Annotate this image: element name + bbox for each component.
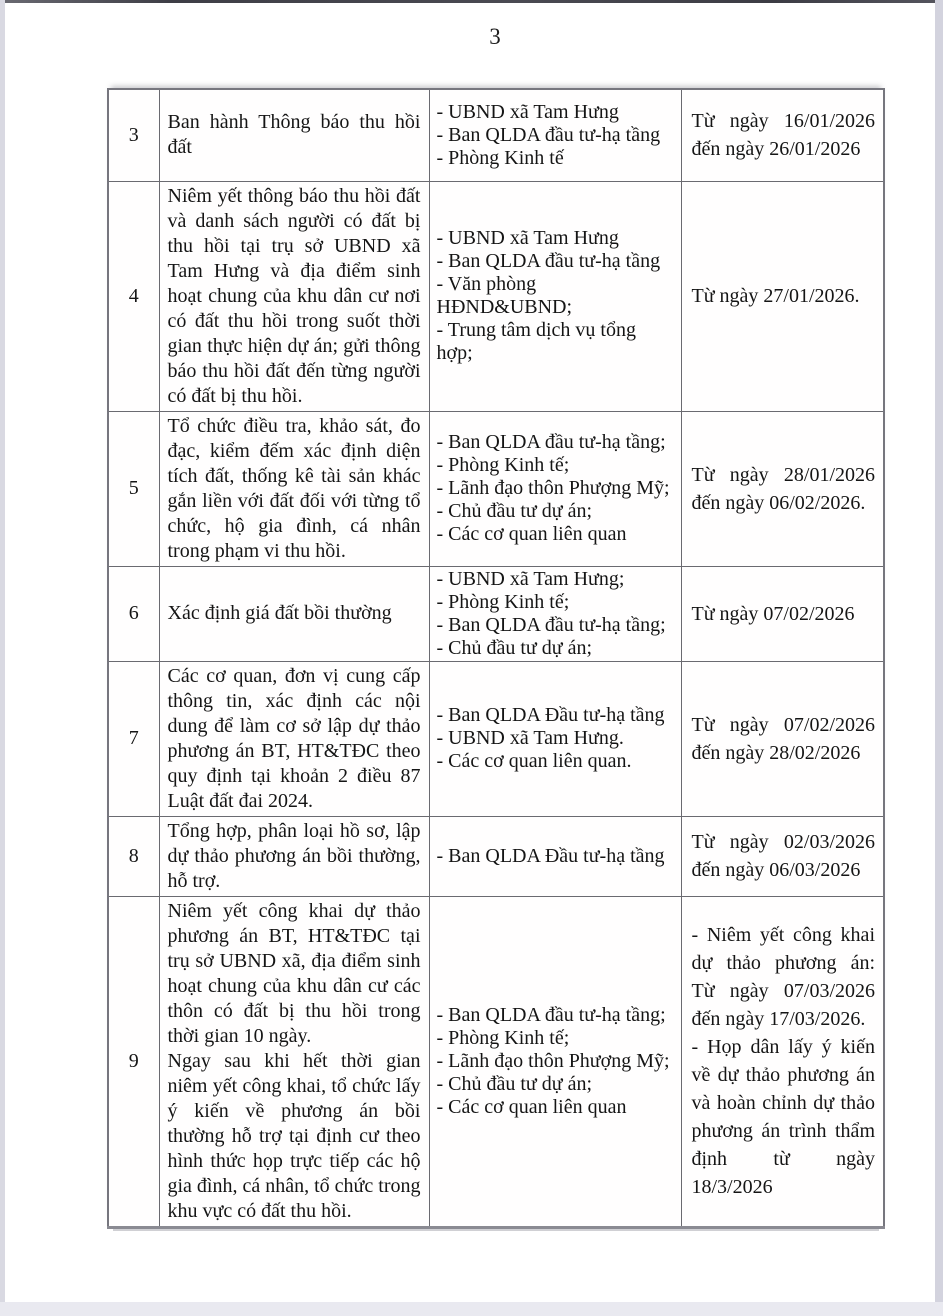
task-cell	[159, 896, 429, 1227]
time-cell	[681, 181, 884, 411]
responsible-line: - Lãnh đạo thôn Phượng Mỹ;	[436, 477, 670, 499]
responsible-line: - UBND xã Tam Hưng;	[436, 567, 625, 590]
table-row	[108, 816, 884, 896]
row-number-cell	[108, 816, 159, 896]
time-paragraph: Từ ngày 28/01/2026 đến ngày 06/02/2026.	[691, 463, 875, 514]
task-paragraph: Niêm yết công khai dự thảo phương án BT, HT&TĐC tại trụ sở UBND xã, địa điểm sinh hoạt chung của khu dân cư các thôn có đất bị thu hồi trong thời gian 10 ngày.	[167, 899, 421, 1047]
task-cell	[159, 411, 429, 566]
time-paragraph: Từ ngày 07/02/2026 đến ngày 28/02/2026	[691, 713, 875, 764]
responsible-line: - Ban QLDA đầu tư-hạ tầng	[436, 250, 661, 272]
page-top-edge	[0, 0, 943, 3]
responsible-line: - Ban QLDA Đầu tư-hạ tầng	[436, 844, 665, 867]
table-row	[108, 896, 884, 1227]
time-paragraph: Từ ngày 16/01/2026 đến ngày 26/01/2026	[691, 110, 875, 161]
time-paragraph: - Niêm yết công khai dự thảo phương án: Từ ngày 07/03/2026 đến ngày 17/03/2026.	[691, 924, 875, 1030]
task-paragraph: Xác định giá đất bồi thường	[167, 602, 392, 624]
responsible-line: - Ban QLDA đầu tư-hạ tầng	[436, 123, 661, 146]
time-cell	[681, 816, 884, 896]
row-number: 5	[128, 477, 139, 499]
responsible-line: - Phòng Kinh tế;	[436, 1026, 570, 1049]
page-number: 3	[489, 24, 501, 49]
responsible-line: - Văn phòng HĐND&UBND;	[436, 273, 573, 318]
schedule-table	[107, 88, 885, 1229]
responsible-line: - Các cơ quan liên quan.	[436, 750, 632, 772]
row-number: 3	[128, 123, 139, 146]
responsible-cell	[429, 896, 681, 1227]
responsible-cell	[429, 89, 681, 181]
table-row	[108, 411, 884, 566]
schedule-table-body	[108, 89, 884, 1227]
time-paragraph: - Họp dân lấy ý kiến về dự thảo phương án và hoàn chỉnh dự thảo phương án trình thẩm định từ ngày 18/3/2026	[691, 1036, 875, 1198]
table-row	[108, 661, 884, 816]
responsible-line: - Phòng Kinh tế	[436, 146, 564, 169]
responsible-cell	[429, 566, 681, 661]
task-cell	[159, 89, 429, 181]
responsible-line: - Ban QLDA đầu tư-hạ tầng;	[436, 613, 666, 636]
time-paragraph: Từ ngày 07/02/2026	[691, 602, 855, 625]
row-number: 8	[128, 844, 139, 867]
task-paragraph: Tổ chức điều tra, khảo sát, đo đạc, kiểm đếm xác định diện tích đất, thống kê tài sản khác gắn liền với đất đối với từng tổ chức, hộ gia đình, cá nhân trong phạm vi thu hồi.	[167, 414, 421, 562]
table-row	[108, 566, 884, 661]
responsible-line: - Lãnh đạo thôn Phượng Mỹ;	[436, 1049, 670, 1072]
row-number-cell	[108, 661, 159, 816]
time-cell	[681, 566, 884, 661]
responsible-line: - UBND xã Tam Hưng	[436, 227, 619, 249]
table-row	[108, 181, 884, 411]
responsible-line: - Chủ đầu tư dự án;	[436, 500, 593, 522]
responsible-line: - UBND xã Tam Hưng	[436, 100, 619, 123]
responsible-line: - Ban QLDA đầu tư-hạ tầng;	[436, 431, 666, 453]
row-number-cell	[108, 566, 159, 661]
table-row	[108, 89, 884, 181]
responsible-line: - Các cơ quan liên quan	[436, 1095, 627, 1118]
responsible-line: - Phòng Kinh tế;	[436, 454, 570, 476]
responsible-line: - Ban QLDA Đầu tư-hạ tầng	[436, 704, 665, 726]
responsible-cell	[429, 411, 681, 566]
time-cell	[681, 896, 884, 1227]
row-number: 7	[128, 727, 139, 749]
time-cell	[681, 661, 884, 816]
row-number-cell	[108, 411, 159, 566]
task-paragraph: Các cơ quan, đơn vị cung cấp thông tin, xác định các nội dung để làm cơ sở lập dự thảo phương án BT, HT&TĐC theo quy định tại khoản 2 điều 87 Luật đất đai 2024.	[167, 664, 421, 812]
task-paragraph: Ban hành Thông báo thu hồi đất	[167, 111, 421, 159]
row-number-cell	[108, 896, 159, 1227]
responsible-line: - Chủ đầu tư dự án;	[436, 636, 593, 659]
time-cell	[681, 89, 884, 181]
time-cell	[681, 411, 884, 566]
task-cell	[159, 566, 429, 661]
task-cell	[159, 816, 429, 896]
task-paragraph: Niêm yết thông báo thu hồi đất và danh sách người có đất bị thu hồi tại trụ sở UBND xã Tam Hưng và địa điểm sinh hoạt chung của khu dân cư nơi có đất thu hồi trong suốt thời gian thực hiện dự án; gửi thông báo thu hồi đất đến từng người có đất bị thu hồi.	[167, 184, 421, 407]
responsible-line: - Chủ đầu tư dự án;	[436, 1072, 593, 1095]
task-paragraph: Tổng hợp, phân loại hồ sơ, lập dự thảo phương án bồi thường, hỗ trợ.	[167, 819, 421, 892]
responsible-line: - Trung tâm dịch vụ tổng hợp;	[436, 319, 636, 364]
page-left-edge	[0, 0, 5, 1316]
row-number-cell	[108, 89, 159, 181]
page-bottom-edge	[0, 1302, 943, 1316]
row-number-cell	[108, 181, 159, 411]
responsible-line: - Ban QLDA đầu tư-hạ tầng;	[436, 1003, 666, 1026]
responsible-cell	[429, 661, 681, 816]
responsible-line: - Phòng Kinh tế;	[436, 590, 570, 613]
responsible-line: - UBND xã Tam Hưng.	[436, 727, 624, 749]
task-paragraph: Ngay sau khi hết thời gian niêm yết công khai, tổ chức lấy ý kiến về phương án bồi thường hỗ trợ tại định cư theo hình thức họp trực tiếp các hộ gia đình, cá nhân, tổ chức trong khu vực có đất thu hồi.	[167, 1049, 421, 1222]
time-paragraph: Từ ngày 02/03/2026 đến ngày 06/03/2026	[691, 831, 875, 881]
row-number: 6	[128, 602, 139, 624]
time-paragraph: Từ ngày 27/01/2026.	[691, 285, 860, 307]
responsible-cell	[429, 816, 681, 896]
task-cell	[159, 181, 429, 411]
row-number: 9	[128, 1049, 139, 1072]
page-right-edge	[935, 0, 943, 1316]
responsible-cell	[429, 181, 681, 411]
row-number: 4	[128, 284, 139, 307]
responsible-line: - Các cơ quan liên quan	[436, 523, 627, 545]
task-cell	[159, 661, 429, 816]
